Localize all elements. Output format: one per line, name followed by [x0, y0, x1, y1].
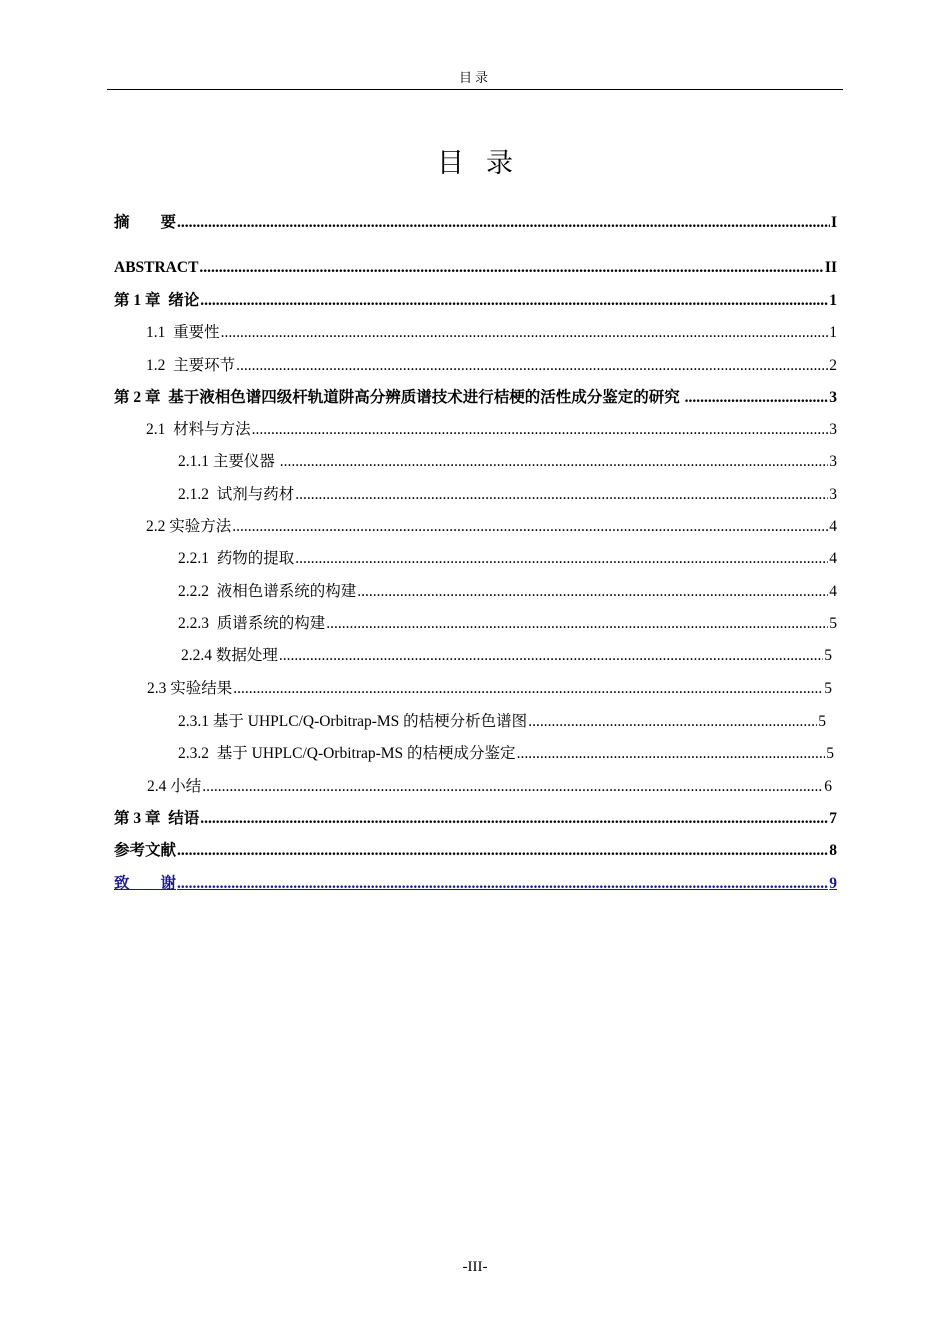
dot-leader — [202, 775, 823, 799]
toc-entry-chapter-3[interactable] — [114, 807, 837, 831]
toc-entry-acknowledgements-link[interactable] — [114, 872, 837, 896]
toc-title: 目录 — [437, 148, 535, 178]
dot-leader — [517, 742, 826, 766]
toc-entry-page: 5 — [826, 745, 834, 762]
dot-leader — [200, 289, 828, 313]
toc-entry-2-1-1[interactable] — [178, 450, 837, 474]
dot-leader — [295, 483, 828, 507]
toc-entry-2-3-2[interactable] — [178, 742, 834, 766]
toc-entry-page: 8 — [829, 842, 837, 859]
toc-entry-2-3-1[interactable] — [178, 710, 826, 734]
dot-leader — [232, 515, 828, 539]
toc-entry-2-1-2[interactable] — [178, 483, 837, 507]
toc-entry-page: II — [824, 259, 837, 276]
toc-entry-label: 2.2.2 液相色谱系统的构建 — [178, 583, 357, 600]
toc-entry-abstract-en[interactable] — [114, 256, 837, 280]
toc-entry-label: 2.2.4 数据处理 — [181, 647, 278, 664]
toc-entry-2-2-1[interactable] — [178, 547, 837, 571]
dot-leader — [177, 839, 828, 863]
dot-leader — [357, 580, 828, 604]
toc-entry-page: 7 — [829, 810, 837, 827]
dot-leader — [280, 450, 828, 474]
dot-leader — [221, 321, 829, 345]
toc-entry-label: 2.3 实验结果 — [147, 680, 233, 697]
dot-leader — [295, 547, 828, 571]
toc-entry-label: 2.3.2 基于 UHPLC/Q-Orbitrap-MS 的桔梗成分鉴定 — [178, 745, 516, 762]
toc-entry-label: 第 3 章 结语 — [114, 810, 200, 827]
toc-entry-label: 2.2.3 质谱系统的构建 — [178, 615, 326, 632]
dot-leader — [685, 386, 829, 410]
toc-entry-label: 2.1 材料与方法 — [146, 421, 251, 438]
toc-entry-label: 1.2 主要环节 — [146, 357, 236, 374]
toc-entry-page: 3 — [829, 389, 837, 406]
dot-leader — [528, 710, 817, 734]
toc-entry-label: 2.2.1 药物的提取 — [178, 550, 295, 567]
toc-entry-chapter-1[interactable] — [114, 289, 837, 313]
toc-entry-2-2-3[interactable] — [178, 612, 837, 636]
toc-entry-page: 1 — [829, 292, 837, 309]
toc-entry-page: 6 — [824, 778, 832, 795]
toc-entry-2-1[interactable] — [146, 418, 837, 442]
toc-entry-label: 2.1.1 主要仪器 — [178, 453, 279, 470]
page-number: -III- — [462, 1259, 488, 1275]
toc-entry-label: ABSTRACT — [114, 259, 199, 276]
toc-entry-page: 5 — [818, 713, 826, 730]
toc-entry-label: 第 2 章 基于液相色谱四级杆轨道阱高分辨质谱技术进行桔梗的活性成分鉴定的研究 — [114, 389, 684, 406]
toc-entry-abstract-cn[interactable] — [114, 211, 837, 235]
toc-entry-label: 2.1.2 试剂与药材 — [178, 486, 295, 503]
toc-entry-label: 参考文献 — [114, 842, 177, 859]
dot-leader — [233, 677, 823, 701]
toc-entry-page: 5 — [829, 615, 837, 632]
toc-entry-label: 2.3.1 基于 UHPLC/Q-Orbitrap-MS 的桔梗分析色谱图 — [178, 713, 528, 730]
toc-entry-page: 5 — [824, 680, 832, 697]
toc-entry-page: 4 — [829, 583, 837, 600]
toc-entry-page: 2 — [829, 357, 837, 374]
toc-entry-page: 4 — [829, 550, 837, 567]
toc-entry-page: 1 — [829, 324, 837, 341]
toc-entry-label: 摘 要 — [114, 214, 177, 231]
dot-leader — [199, 256, 824, 280]
toc-entry-2-2[interactable] — [146, 515, 837, 539]
toc-entry-label: 2.4 小结 — [147, 778, 202, 795]
toc-entry-page: 3 — [829, 453, 837, 470]
toc-entry-page: 5 — [824, 647, 832, 664]
dot-leader — [326, 612, 828, 636]
dot-leader — [236, 354, 828, 378]
dot-leader — [200, 807, 828, 831]
toc-entry-page: 4 — [829, 518, 837, 535]
dot-leader — [177, 211, 830, 235]
toc-entry-chapter-2[interactable] — [114, 386, 837, 410]
dot-leader — [177, 872, 828, 896]
toc-entry-2-2-2[interactable] — [178, 580, 837, 604]
toc-entry-page: 9 — [829, 875, 837, 892]
toc-entry-label: 2.2 实验方法 — [146, 518, 232, 535]
toc-entry-2-3[interactable] — [147, 677, 832, 701]
toc-entry-label: 致 谢 — [114, 875, 177, 892]
toc-entry-label: 第 1 章 绪论 — [114, 292, 200, 309]
toc-entry-1-2[interactable] — [146, 354, 837, 378]
toc-entry-page: 3 — [829, 486, 837, 503]
toc-entry-page: I — [830, 214, 837, 231]
dot-leader — [279, 644, 823, 668]
toc-entry-page: 3 — [829, 421, 837, 438]
toc-entry-1-1[interactable] — [146, 321, 837, 345]
toc-entry-2-2-4[interactable] — [181, 644, 832, 668]
toc-entry-references[interactable] — [114, 839, 837, 863]
dot-leader — [252, 418, 829, 442]
toc-entry-label: 1.1 重要性 — [146, 324, 220, 341]
running-header: 目录 — [107, 68, 843, 90]
toc-entry-2-4[interactable] — [147, 775, 832, 799]
